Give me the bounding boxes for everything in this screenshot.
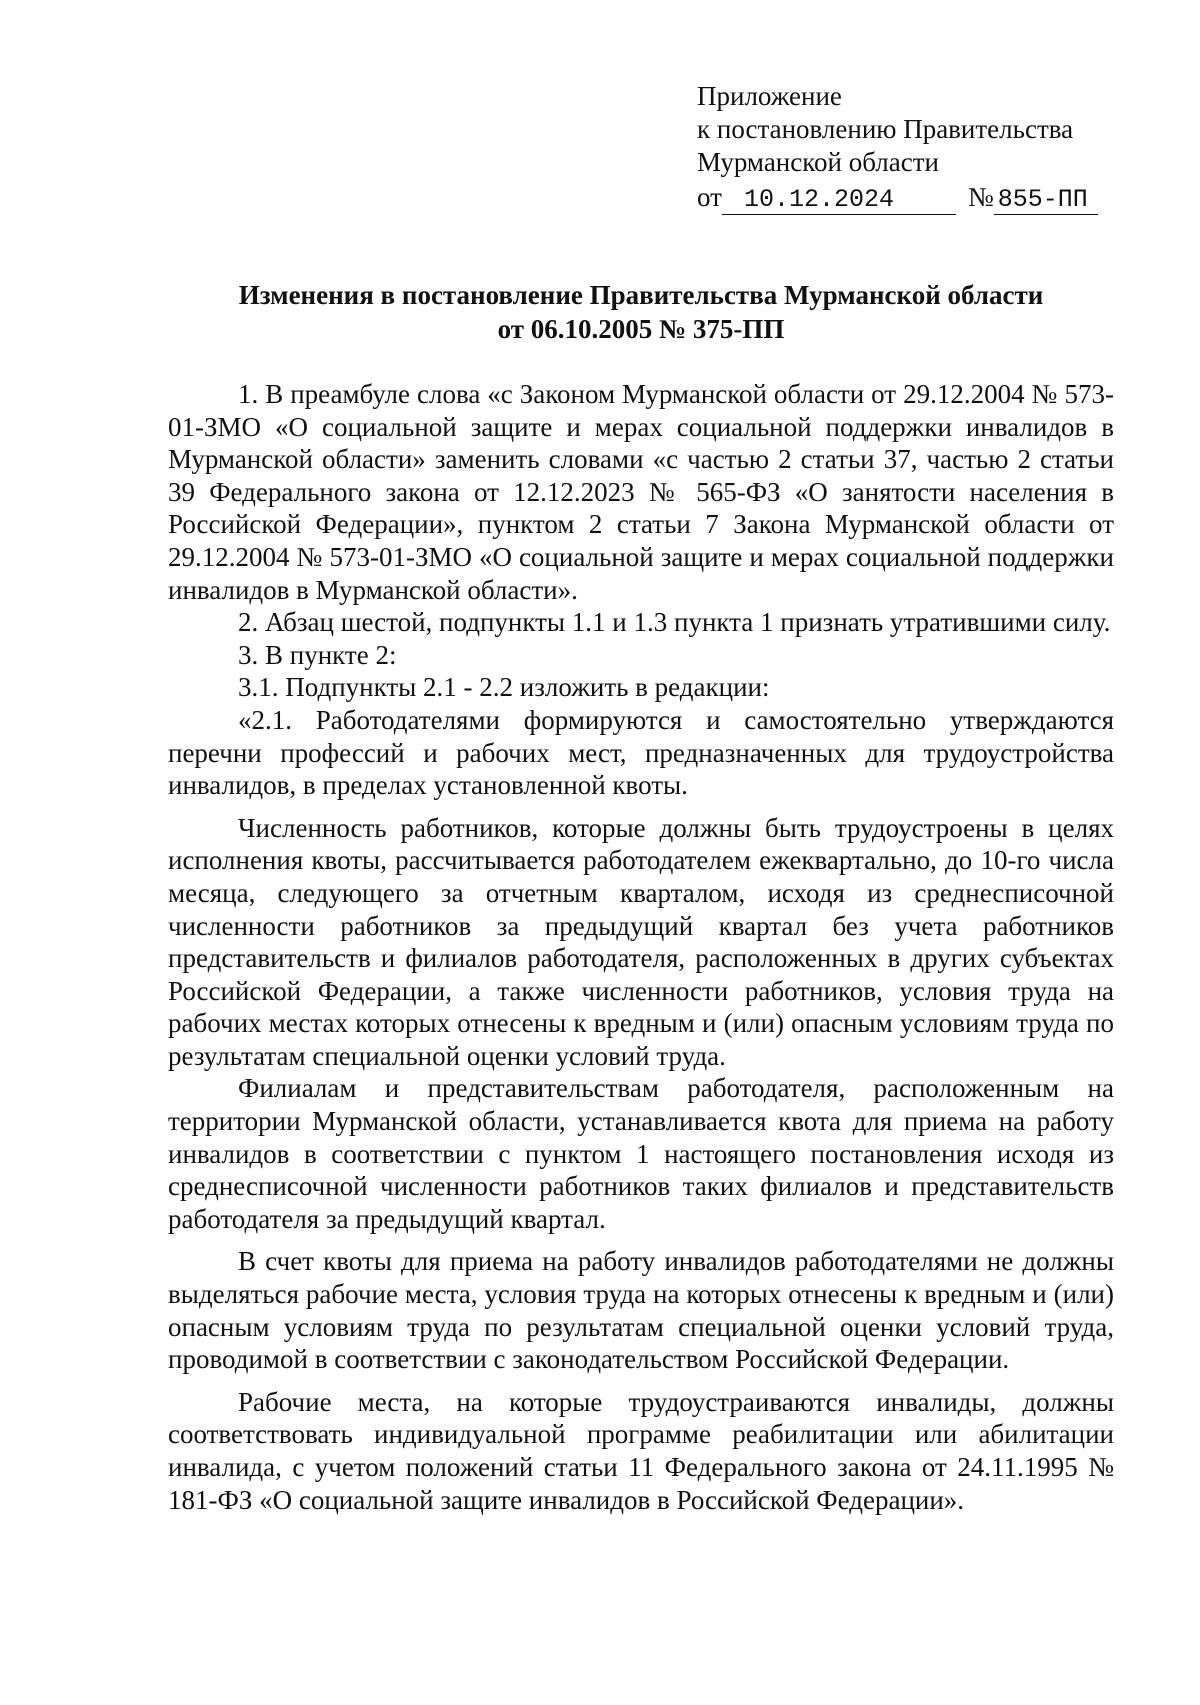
appendix-label: Приложение <box>697 81 842 111</box>
paragraph-5: «2.1. Работодателями формируются и самостоятельно утверждаются перечни профессий и рабочих мест, предназначенных для трудоустройства инвалидов, в пределах установленной квоты. <box>168 704 1114 801</box>
paragraph-6: Численность работников, которые должны быть трудоустроены в целях исполнения квоты, рассчитывается работодателем ежеквартально, до 10-го числа месяца, следующего за отчетным кварталом, исходя из среднесписочной численности работников за предыдущий квартал без учета работников представительств и филиалов работодателя, расположенных в других субъектах Российской Федерации, а также численности работников, условия труда на рабочих местах которых отнесены к вредным и (или) опасным условиям труда по результатам специальной оценки условий труда. <box>168 812 1114 1071</box>
paragraph-9: Рабочие места, на которые трудоустраиваются инвалиды, должны соответствовать индивидуальной программе реабилитации или абилитации инвалида, с учетом положений статьи 11 Федерального закона от 24.11.1995 № 181-ФЗ «О социальной защите инвалидов в Российской Федерации». <box>168 1386 1114 1515</box>
paragraph-7: Филиалам и представительствам работодателя, расположенным на территории Мурманской области, устанавливается квота для приема на работу инвалидов в соответствии с пунктом 1 настоящего постановления исходя из среднесписочной численности работников таких филиалов и представительств работодателя за предыдущий квартал. <box>168 1073 1114 1234</box>
document-title <box>168 278 1114 346</box>
date-prefix: от <box>697 182 722 212</box>
paragraph-1: 1. В преамбуле слова «с Законом Мурманской области от 29.12.2004 № 573-01-ЗМО «О социальной защите и мерах социальной поддержки инвалидов в Мурманской области» заменить словами «с частью 2 статьи 37, частью 2 статьи 39 Федерального закона от 12.12.2023 № 565-ФЗ «О занятости населения в Российской Федерации», пунктом 2 статьи 7 Закона Мурманской области от 29.12.2004 № 573-01-ЗМО «О социальной защите и мерах социальной поддержки инвалидов в Мурманской области». <box>168 379 1114 605</box>
appendix-reference: к постановлению Правительства <box>697 114 1074 144</box>
document-body <box>168 378 1114 1516</box>
title-line-2: от 06.10.2005 № 375-ПП <box>497 314 785 344</box>
appendix-date-row <box>697 181 1117 215</box>
decree-date: 10.12.2024 <box>722 186 956 215</box>
paragraph-8: В счет квоты для приема на работу инвалидов работодателями не должны выделяться рабочие места, условия труда на которых отнесены к вредным и (или) опасным условиям труда по результатам специальной оценки условий труда, проводимой в соответствии с законодательством Российской Федерации. <box>168 1246 1114 1375</box>
appendix-header <box>697 80 1117 215</box>
decree-number: 855-ПП <box>994 186 1098 215</box>
appendix-region: Мурманской области <box>697 147 939 177</box>
number-sign: № <box>967 182 994 212</box>
title-line-1: Изменения в постановление Правительства Мурманской области <box>238 280 1044 310</box>
paragraph-2: 2. Абзац шестой, подпункты 1.1 и 1.3 пункта 1 признать утратившими силу. <box>238 607 1111 638</box>
paragraph-3: 3. В пункте 2: <box>238 639 397 670</box>
paragraph-4: 3.1. Подпункты 2.1 - 2.2 изложить в редакции: <box>238 672 770 703</box>
